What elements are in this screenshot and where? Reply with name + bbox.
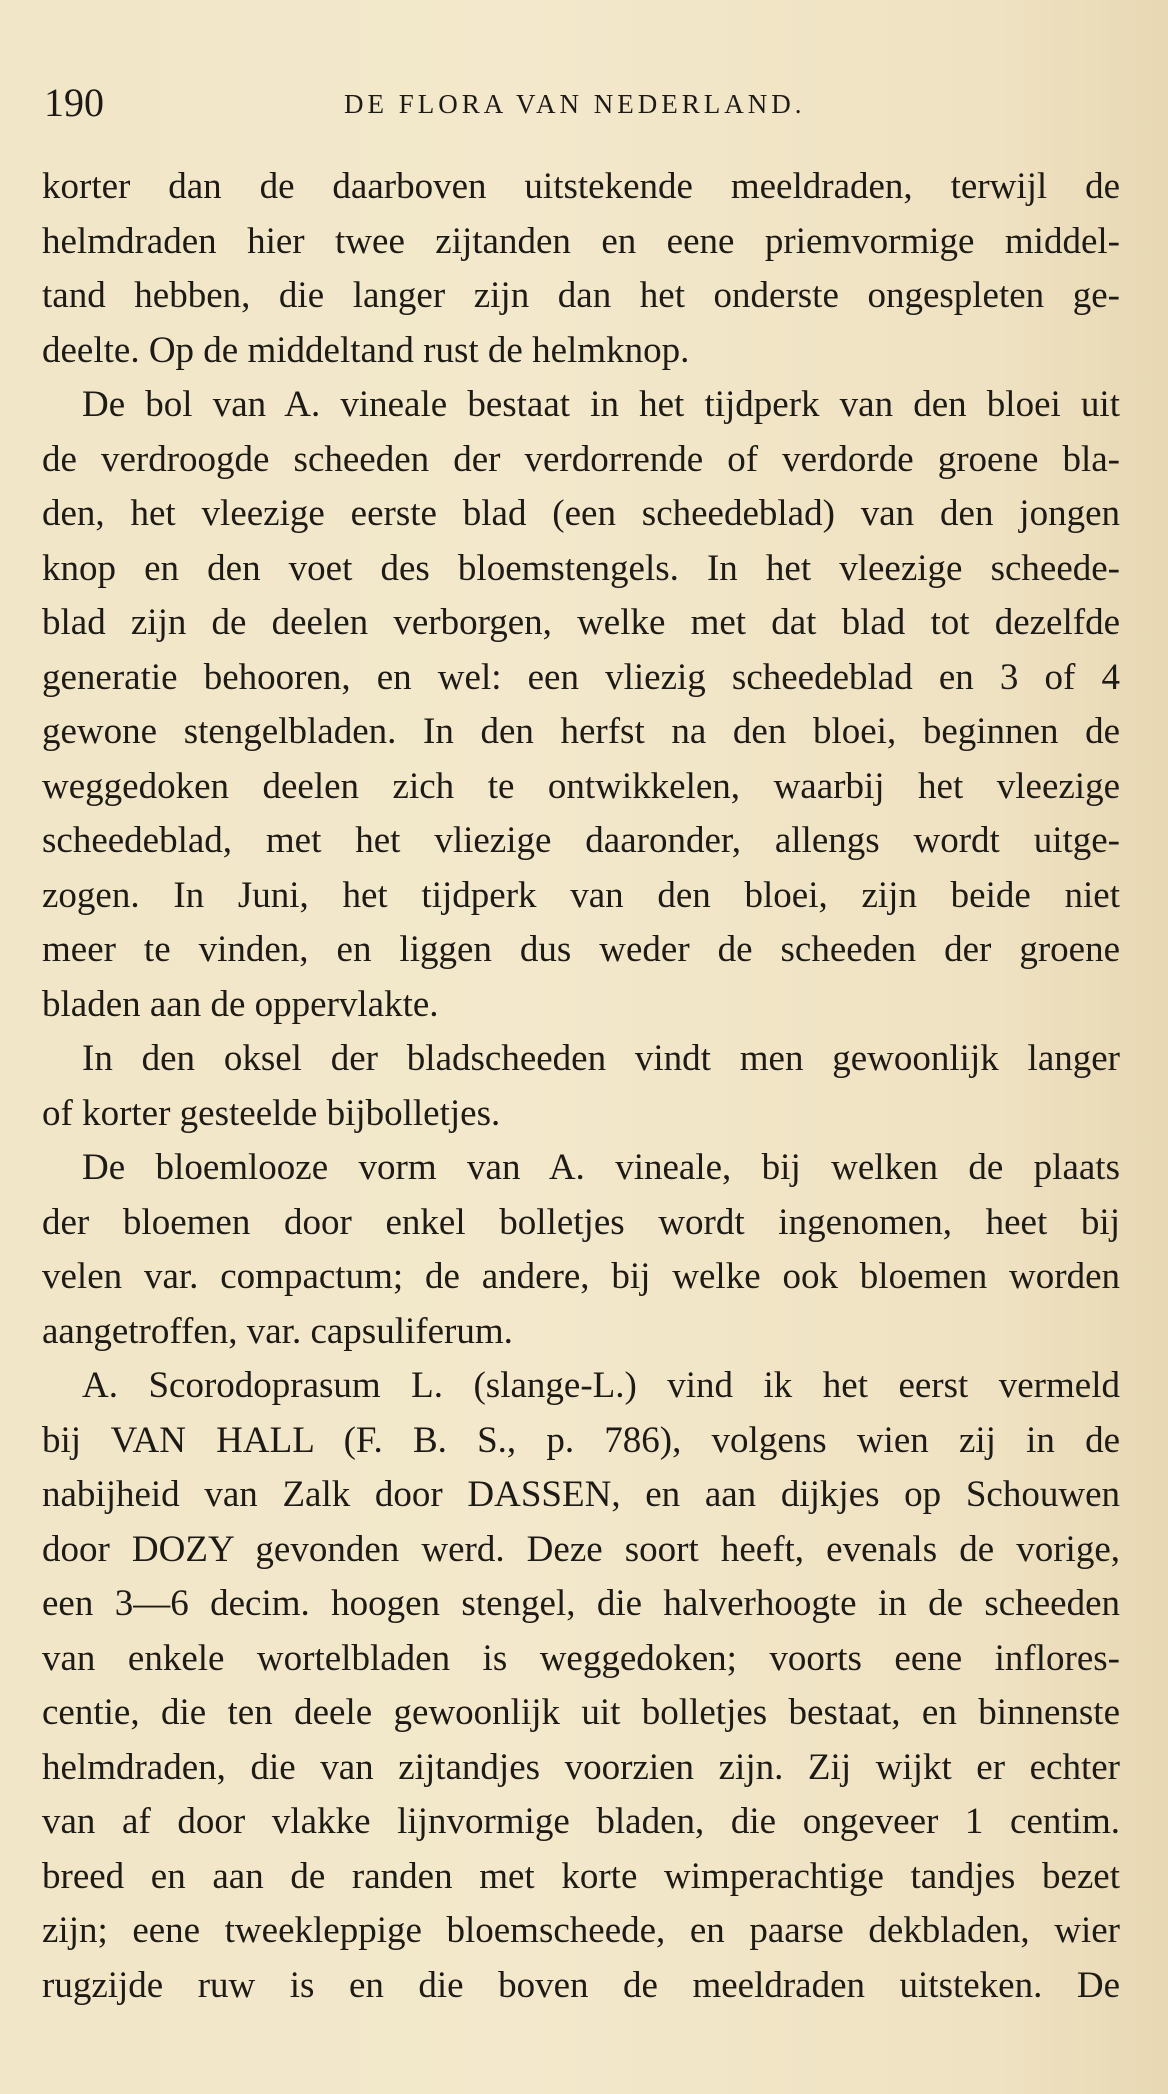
text-line: scheedeblad, met het vliezige daaronder, allengs wordt uitge- [42, 820, 1120, 861]
text-line: nabijheid van Zalk door DASSEN, en aan dijkjes op Schouwen [42, 1474, 1120, 1515]
text-line: of korter gesteelde bijbolletjes. [42, 1092, 501, 1134]
text-line: tand hebben, die langer zijn dan het onderste ongespleten ge- [42, 275, 1120, 316]
text-line: knop en den voet des bloemstengels. In het vleezige scheede- [42, 547, 1120, 589]
text-line: gewone stengelbladen. In den herfst na den bloei, beginnen de [42, 711, 1120, 752]
text-line: door DOZY gevonden werd. Deze soort heeft, evenals de vorige, [42, 1528, 1120, 1570]
text-line: De bol van A. vineale bestaat in het tijdperk van den bloei uit [82, 384, 1120, 425]
text-line: De bloemlooze vorm van A. vineale, bij welken de plaats [82, 1147, 1120, 1188]
text-line: bij VAN HALL (F. B. S., p. 786), volgens wien zij in de [42, 1419, 1120, 1461]
text-line: In den oksel der bladscheeden vindt men gewoonlijk langer [82, 1038, 1120, 1079]
text-line: generatie behooren, en wel: een vliezig scheedeblad en 3 of 4 [42, 656, 1120, 698]
text-line: zijn; eene tweekleppige bloemscheede, en paarse dekbladen, wier [42, 1910, 1120, 1951]
text-line: van af door vlakke lijnvormige bladen, die ongeveer 1 centim. [42, 1801, 1120, 1842]
text-line: centie, die ten deele gewoonlijk uit bolletjes bestaat, en binnenste [42, 1692, 1120, 1733]
text-line: velen var. compactum; de andere, bij welke ook bloemen worden [42, 1256, 1120, 1297]
text-line: den, het vleezige eerste blad (een scheedeblad) van den jongen [42, 493, 1120, 534]
text-line: zogen. In Juni, het tijdperk van den bloei, zijn beide niet [42, 874, 1120, 916]
text-line: helmdraden, die van zijtandjes voorzien zijn. Zij wijkt er echter [42, 1746, 1120, 1788]
text-line: een 3—6 decim. hoogen stengel, die halverhoogte in de scheeden [42, 1583, 1120, 1624]
text-line: der bloemen door enkel bolletjes wordt ingenomen, heet bij [42, 1201, 1120, 1243]
text-line: rugzijde ruw is en die boven de meeldraden uitsteken. De [42, 1964, 1120, 2006]
text-line: korter dan de daarboven uitstekende meeldraden, terwijl de [42, 166, 1120, 207]
text-line: deelte. Op de middeltand rust de helmknop. [42, 329, 690, 371]
text-line: A. Scorodoprasum L. (slange-L.) vind ik het eerst vermeld [82, 1365, 1120, 1406]
text-line: blad zijn de deelen verborgen, welke met dat blad tot dezelfde [42, 602, 1120, 643]
page-number: 190 [44, 80, 104, 125]
text-line: bladen aan de oppervlakte. [42, 983, 439, 1025]
text-line: helmdraden hier twee zijtanden en eene priemvormige middel- [42, 220, 1120, 262]
text-line: de verdroogde scheeden der verdorrende of verdorde groene bla- [42, 438, 1120, 480]
text-line: weggedoken deelen zich te ontwikkelen, waarbij het vleezige [42, 765, 1120, 807]
text-line: meer te vinden, en liggen dus weder de scheeden der groene [42, 929, 1120, 970]
text-line: aangetroffen, var. capsuliferum. [42, 1310, 513, 1352]
text-line: van enkele wortelbladen is weggedoken; voorts eene inflores- [42, 1637, 1120, 1679]
page-header [44, 78, 1124, 128]
text-line: breed en aan de randen met korte wimperachtige tandjes bezet [42, 1855, 1120, 1897]
running-head: DE FLORA VAN NEDERLAND. [344, 89, 806, 119]
body-text [42, 160, 1120, 2013]
